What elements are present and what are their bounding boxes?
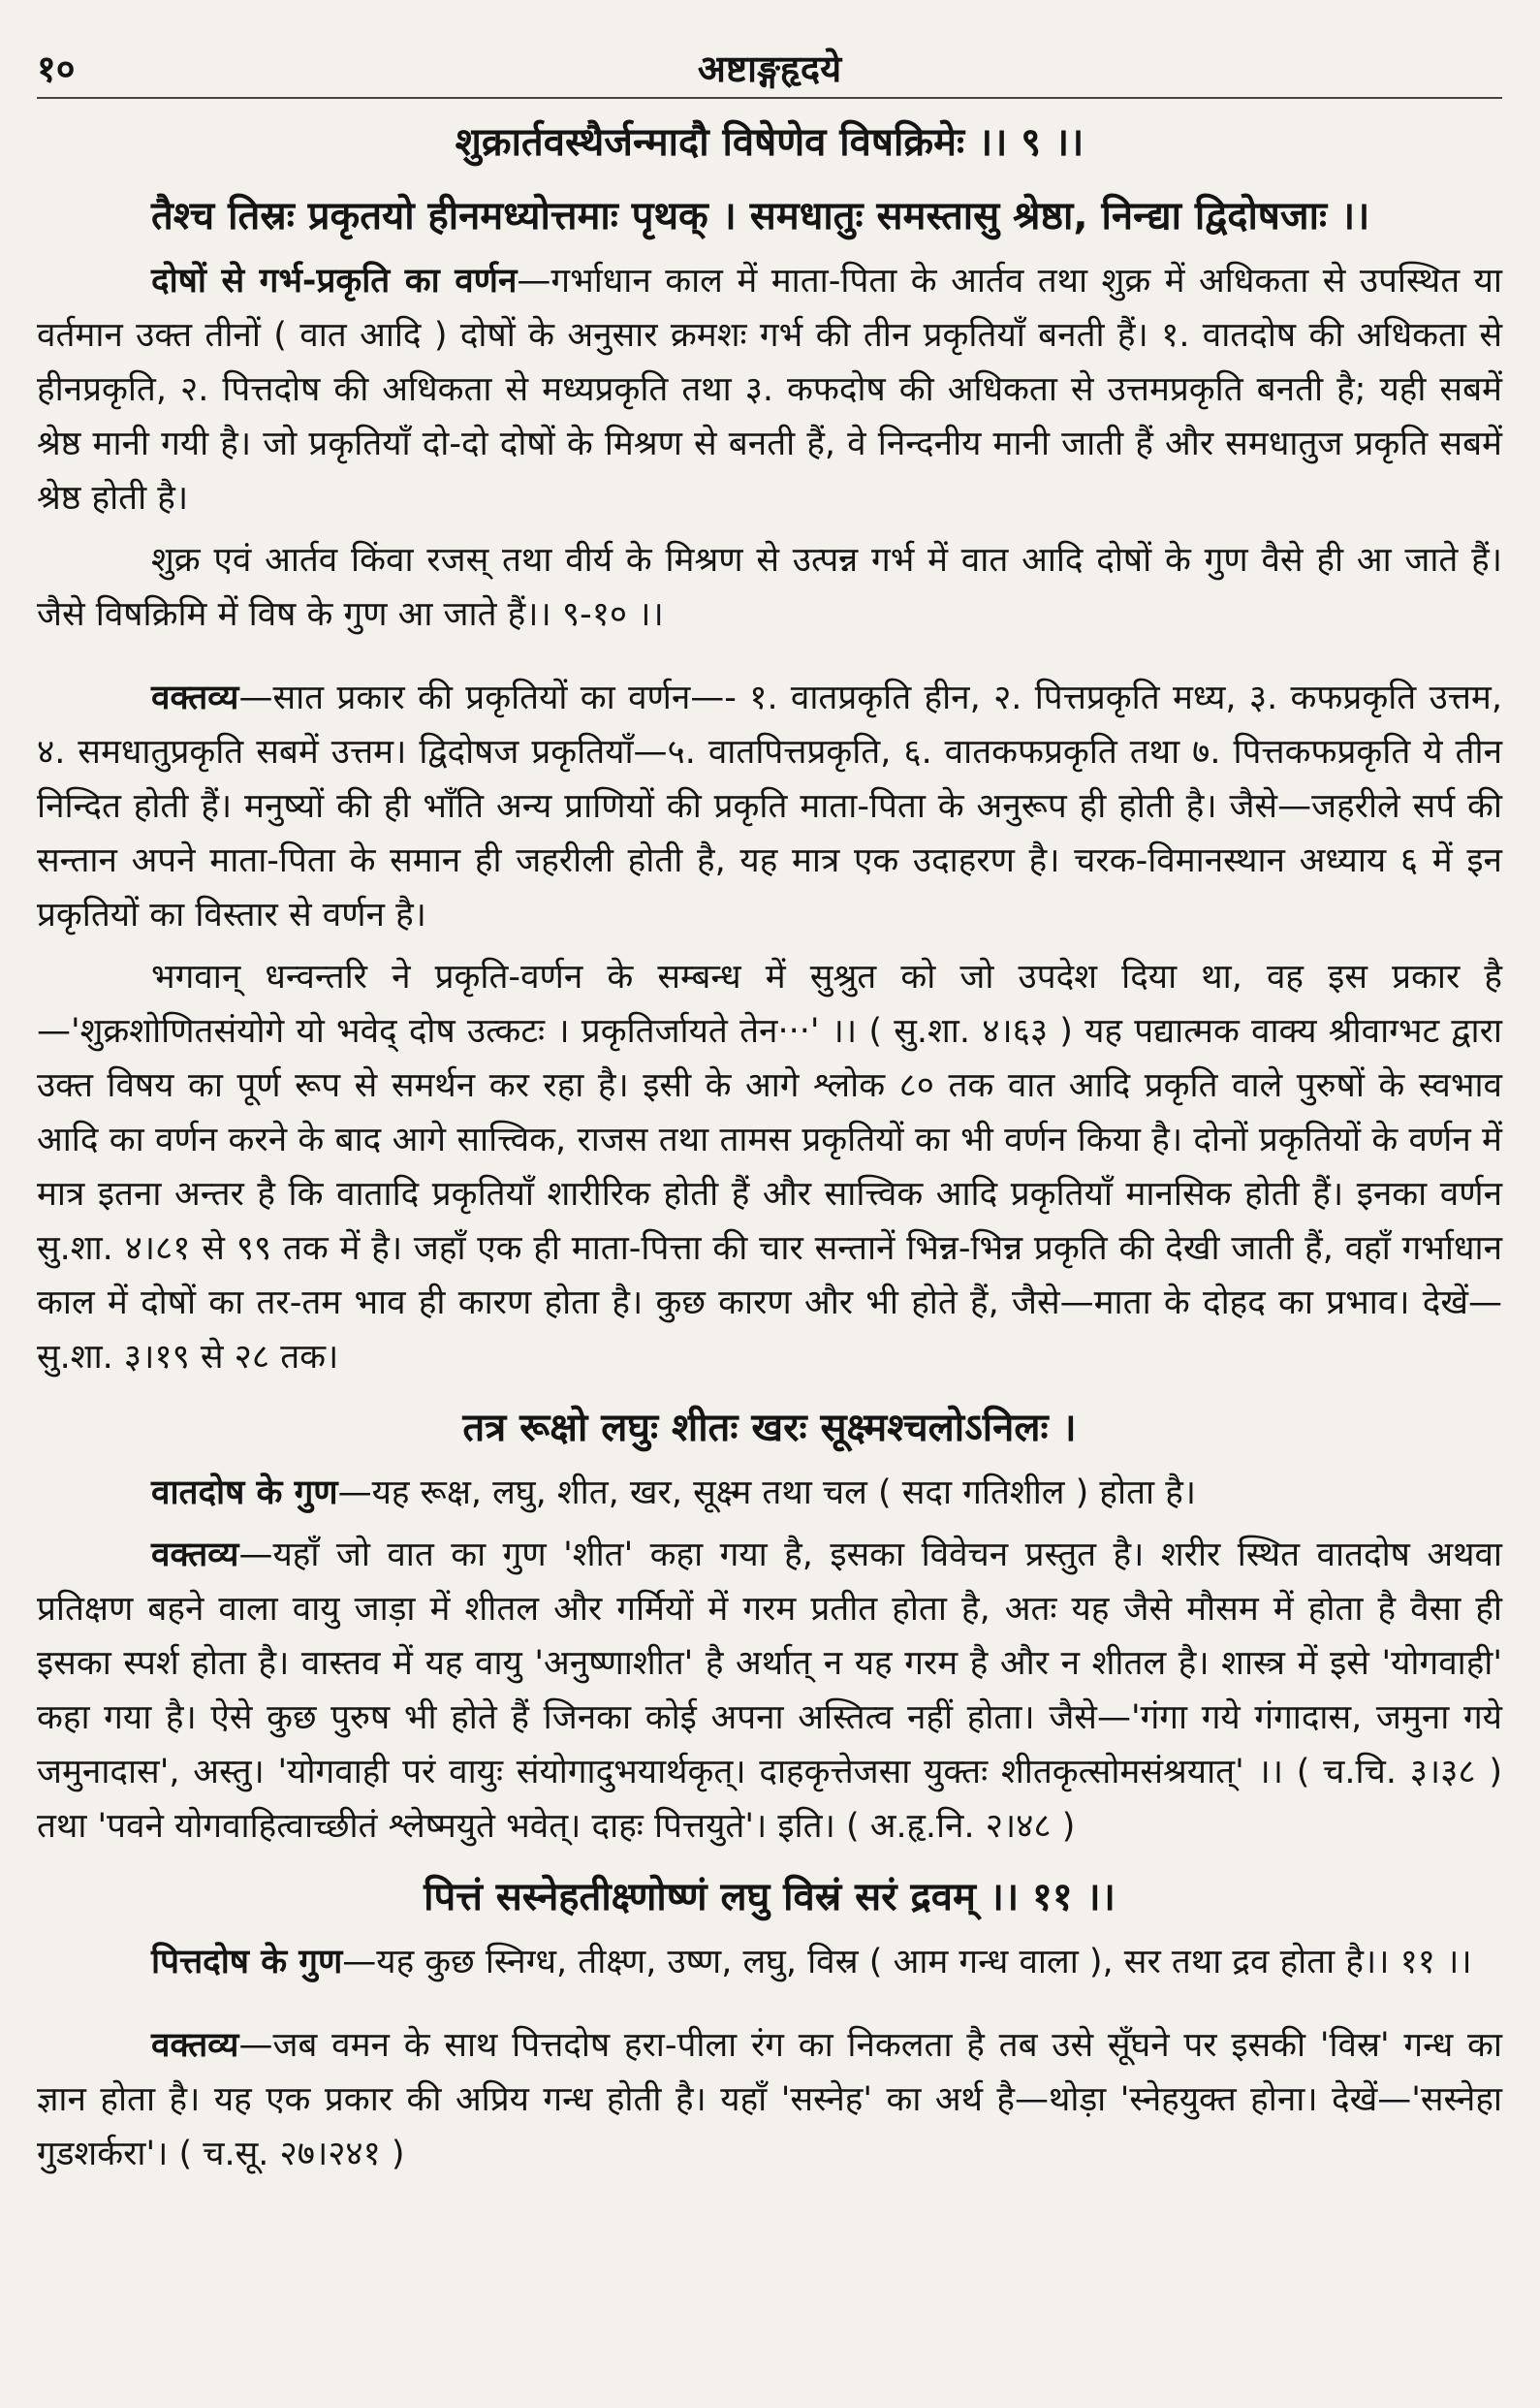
- book-page: [37, 39, 1502, 2375]
- paragraph-text: —यह रूक्ष, लघु, शीत, खर, सूक्ष्म तथा चल ( सदा गतिशील ) होता है।: [337, 1473, 1197, 1512]
- commentary-paragraph: [37, 671, 1502, 942]
- paragraph-text: —यह कुछ स्निग्ध, तीक्ष्ण, उष्ण, लघु, विस्र ( आम गन्ध वाला ), सर तथा द्रव होता है।। ११ ।।: [342, 1943, 1472, 1981]
- running-title: अष्टाङ्गहृदये: [697, 48, 842, 90]
- commentary-paragraph: [37, 533, 1502, 642]
- sanskrit-verse: शुक्रार्तवस्थैर्जन्मादौ विषेणेव विषक्रिमेः ।। ९ ।।: [455, 120, 1084, 165]
- paragraph-heading: वातदोष के गुण: [151, 1473, 338, 1512]
- commentary-paragraph: [37, 1935, 1502, 1989]
- page-number: १०: [37, 48, 76, 90]
- paragraph-text: —गर्भाधान काल में माता-पिता के आर्तव तथा शुक्र में अधिकता से उपस्थित या वर्तमान उक्त तीनों ( वात आदि ) दोषों के अनुसार क्रमशः गर्भ की तीन प्रकृतियाँ बनती हैं। १. वातदोष की अधिकता से हीनप्रकृति, २. पित्तदोष की अधिकता से मध्यप्रकृति तथा ३. कफदोष की अधिकता से उत्तमप्रकृति बनती है; यही सबमें श्रेष्ठ मानी गयी है। जो प्रकृतियाँ दो-दो दोषों के मिश्रण से बनती हैं, वे निन्दनीय मानी जाती हैं और समधातुज प्रकृति सबमें श्रेष्ठ होती है।: [37, 262, 1502, 518]
- commentary-paragraph: [37, 950, 1502, 1384]
- commentary-paragraph: [37, 2018, 1502, 2181]
- paragraph-heading: वक्तव्य: [151, 679, 239, 717]
- commentary-paragraph: [37, 254, 1502, 525]
- sanskrit-verse: पित्तं सस्नेहतीक्ष्णोष्णं लघु विस्रं सरं द्रवम् ।। ११ ।।: [424, 1875, 1116, 1919]
- paragraph-heading: वक्तव्य: [151, 2026, 239, 2065]
- paragraph-heading: पित्तदोष के गुण: [151, 1943, 343, 1981]
- paragraph-heading: दोषों से गर्भ-प्रकृति का वर्णन: [151, 262, 518, 301]
- sanskrit-verse: तैश्च तिस्रः प्रकृतयो हीनमध्योत्तमाः पृथक् । समधातुः समस्तासु श्रेष्ठा, निन्द्या द्विदोषजाः ।।: [151, 194, 1370, 238]
- paragraph-text: भगवान् धन्वन्तरि ने प्रकृति-वर्णन के सम्बन्ध में सुश्रुत को जो उपदेश दिया था, वह इस प्रकार है—'शुक्रशोणितसंयोगे यो भवेद् दोष उत्कटः । प्रकृतिर्जायते तेन···' ।। ( सु.शा. ४।६३ ) यह पद्यात्मक वाक्य श्रीवाग्भट द्वारा उक्त विषय का पूर्ण रूप से समर्थन कर रहा है। इसी के आगे श्लोक ८० तक वात आदि प्रकृति वाले पुरुषों के स्वभाव आदि का वर्णन करने के बाद आगे सात्त्विक, राजस तथा तामस प्रकृतियों का भी वर्णन किया है। दोनों प्रकृतियों के वर्णन में मात्र इतना अन्तर है कि वातादि प्रकृतियाँ शारीरिक होती हैं और सात्त्विक आदि प्रकृतियाँ मानसिक होती हैं। इनका वर्णन सु.शा. ४।८१ से ९९ तक में है। जहाँ एक ही माता-पित्ता की चार सन्तानें भिन्न-भिन्न प्रकृति की देखी जाती हैं, वहाँ गर्भाधान काल में दोषों का तर-तम भाव ही कारण होता है। कुछ कारण और भी होते हैं, जैसे—माता के दोहद का प्रभाव। देखें—सु.शा. ३।१९ से २८ तक।: [37, 958, 1502, 1377]
- page-header: [37, 39, 1502, 99]
- paragraph-text: शुक्र एवं आर्तव किंवा रजस् तथा वीर्य के मिश्रण से उत्पन्न गर्भ में वात आदि दोषों के गुण वैसे ही आ जाते हैं। जैसे विषक्रिमि में विष के गुण आ जाते हैं।। ९-१० ।।: [37, 541, 1502, 634]
- commentary-paragraph: [37, 1528, 1502, 1854]
- sanskrit-verse: तत्र रूक्षो लघुः शीतः खरः सूक्ष्मश्चलोऽनिलः ।: [462, 1406, 1077, 1450]
- paragraph-heading: वक्तव्य: [151, 1536, 239, 1574]
- commentary-paragraph: [37, 1466, 1502, 1520]
- paragraph-text: —जब वमन के साथ पित्तदोष हरा-पीला रंग का निकलता है तब उसे सूँघने पर इसकी 'विस्र' गन्ध का ज्ञान होता है। यह एक प्रकार की अप्रिय गन्ध होती है। यहाँ 'सस्नेह' का अर्थ है—थोड़ा 'स्नेहयुक्त होना। देखें—'सस्नेहा गुडशर्करा'। ( च.सू. २७।२४१ ): [37, 2026, 1502, 2173]
- paragraph-text: —सात प्रकार की प्रकृतियों का वर्णन—- १. वातप्रकृति हीन, २. पित्तप्रकृति मध्य, ३. कफप्रकृति उत्तम, ४. समधातुप्रकृति सबमें उत्तम। द्विदोषज प्रकृतियाँ—५. वातपित्तप्रकृति, ६. वातकफप्रकृति तथा ७. पित्तकफप्रकृति ये तीन निन्दित होती हैं। मनुष्यों की ही भाँति अन्य प्राणियों की प्रकृति माता-पिता के अनुरूप ही होती है। जैसे—जहरीले सर्प की सन्तान अपने माता-पिता के समान ही जहरीली होती है, यह मात्र एक उदाहरण है। चरक-विमानस्थान अध्याय ६ में इन प्रकृतियों का विस्तार से वर्णन है।: [37, 679, 1502, 935]
- paragraph-text: —यहाँ जो वात का गुण 'शीत' कहा गया है, इसका विवेचन प्रस्तुत है। शरीर स्थित वातदोष अथवा प्रतिक्षण बहने वाला वायु जाड़ा में शीतल और गर्मियों में गरम प्रतीत होता है, अतः यह जैसे मौसम में होता है वैसा ही इसका स्पर्श होता है। वास्तव में यह वायु 'अनुष्णाशीत' है अर्थात् न यह गरम है और न शीतल है। शास्त्र में इसे 'योगवाही' कहा गया है। ऐसे कुछ पुरुष भी होते हैं जिनका कोई अपना अस्तित्व नहीं होता। जैसे—'गंगा गये गंगादास, जमुना गये जमुनादास', अस्तु। 'योगवाही परं वायुः संयोगादुभयार्थकृत्। दाहकृत्तेजसा युक्तः शीतकृत्सोमसंश्रयात्' ।। ( च.चि. ३।३८ ) तथा 'पवने योगवाहित्वाच्छीतं श्लेष्मयुते भवेत्। दाहः पित्तयुते'। इति। ( अ.हृ.नि. २।४८ ): [37, 1536, 1502, 1846]
